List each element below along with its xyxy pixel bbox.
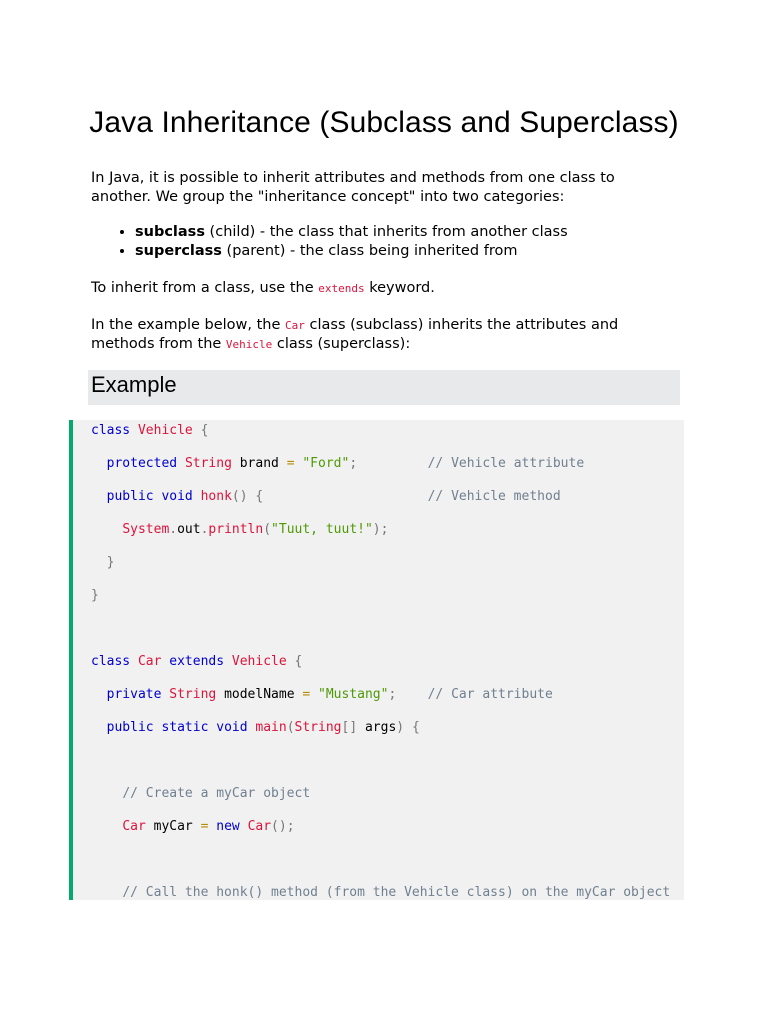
code-line: // Create a myCar object xyxy=(122,786,311,801)
inline-code-vehicle: Vehicle xyxy=(225,338,273,351)
code-block xyxy=(69,420,684,900)
code-line: class Car extends Vehicle { xyxy=(91,654,303,669)
example-header xyxy=(88,370,680,405)
list-item xyxy=(135,223,568,242)
term-subclass: subclass xyxy=(135,224,205,240)
inline-code-extends: extends xyxy=(318,282,365,295)
term-description: (parent) - the class being inherited from xyxy=(221,243,518,259)
term-superclass: superclass xyxy=(135,243,222,259)
example-intro-paragraph xyxy=(91,316,651,354)
extends-paragraph xyxy=(91,279,651,298)
code-line: } xyxy=(91,588,99,603)
code-line: class Vehicle { xyxy=(91,423,209,438)
code-line: Car myCar = new Car(); xyxy=(122,819,295,834)
code-line: // Call the honk() method (from the Vehicle class) on the myCar object xyxy=(122,885,671,900)
category-list xyxy=(91,223,568,261)
intro-paragraph: In Java, it is possible to inherit attributes and methods from one class to another. We group the "inheritance concept" into two categories: xyxy=(91,170,615,205)
code-line: protected String brand = "Ford"; // Vehicle attribute xyxy=(106,456,585,471)
code-line: public void honk() { // Vehicle method xyxy=(106,489,561,504)
page-title: Java Inheritance (Subclass and Superclass) xyxy=(89,106,679,139)
code-line: System.out.println("Tuut, tuut!"); xyxy=(122,522,389,537)
text-fragment: In the example below, the xyxy=(91,317,286,333)
text-fragment: To inherit from a class, use the xyxy=(91,280,319,296)
term-description: (child) - the class that inherits from another class xyxy=(204,224,568,240)
text-fragment: class (superclass): xyxy=(272,336,411,352)
inline-code-car: Car xyxy=(285,319,305,332)
text-fragment: keyword. xyxy=(364,280,435,296)
text-fragment: class (subclass) inherits the attributes and methods from the xyxy=(91,317,619,352)
code-line: } xyxy=(106,555,115,570)
code-line: private String modelName = "Mustang"; // Car attribute xyxy=(106,687,553,702)
code-line: public static void main(String[] args) { xyxy=(106,720,420,735)
example-heading: Example xyxy=(91,372,177,397)
list-item xyxy=(135,242,568,261)
